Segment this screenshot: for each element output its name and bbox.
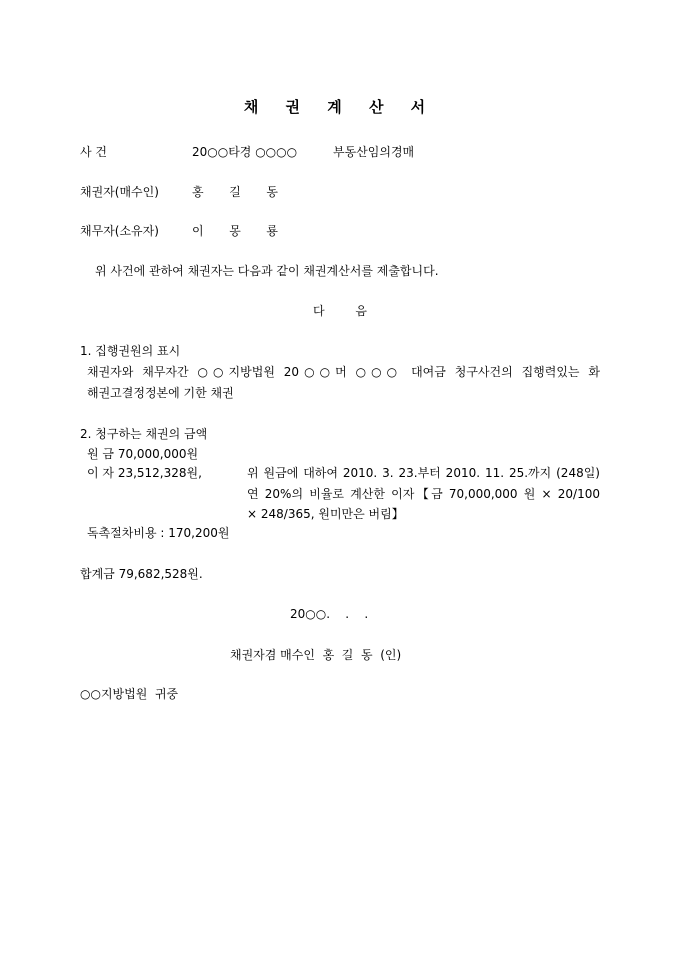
procedure-fee: 독촉절차비용 : 170,200원 bbox=[87, 526, 230, 540]
signature-line: 채권자겸 매수인 홍 길 동 (인) bbox=[230, 648, 402, 662]
document-date: 20○○. . . bbox=[290, 607, 369, 621]
principal-amount: 원 금 70,000,000원 bbox=[87, 447, 199, 461]
document-title: 채 권 계 산 서 bbox=[243, 98, 437, 116]
section-heading: 다 음 bbox=[313, 304, 367, 318]
total-amount: 합계금 79,682,528원. bbox=[80, 567, 203, 581]
creditor-label: 채권자(매수인) bbox=[80, 185, 159, 199]
recipient-court: ○○지방법원 귀중 bbox=[80, 687, 179, 701]
interest-basis-line1: 위 원금에 대하여 2010. 3. 23.부터 2010. 11. 25.까지 (248일) bbox=[247, 466, 600, 480]
case-label: 사 건 bbox=[80, 145, 107, 159]
section2-title: 2. 청구하는 채권의 금액 bbox=[80, 427, 208, 441]
interest-basis-line2: 연 20%의 비율로 계산한 이자【금 70,000,000 원 × 20/100 bbox=[247, 487, 600, 501]
case-number: 20○○타경 ○○○○ bbox=[192, 145, 298, 159]
section1-line1: 채권자와 채무자간 ○○지방법원 20○○머 ○○○ 대여금 청구사건의 집행력있는 화 bbox=[87, 365, 600, 379]
debtor-label: 채무자(소유자) bbox=[80, 224, 159, 238]
case-type: 부동산임의경매 bbox=[333, 145, 415, 159]
section1-line2: 해권고결정정본에 기한 채권 bbox=[87, 386, 234, 400]
interest-amount: 이 자 23,512,328원, bbox=[87, 466, 202, 480]
creditor-name: 홍 길 동 bbox=[192, 185, 278, 199]
interest-basis-line3: × 248/365, 원미만은 버림】 bbox=[247, 507, 404, 521]
debtor-name: 이 몽 룡 bbox=[192, 224, 278, 238]
section1-title: 1. 집행권원의 표시 bbox=[80, 344, 181, 358]
intro-text: 위 사건에 관하여 채권자는 다음과 같이 채권계산서를 제출합니다. bbox=[95, 264, 439, 278]
